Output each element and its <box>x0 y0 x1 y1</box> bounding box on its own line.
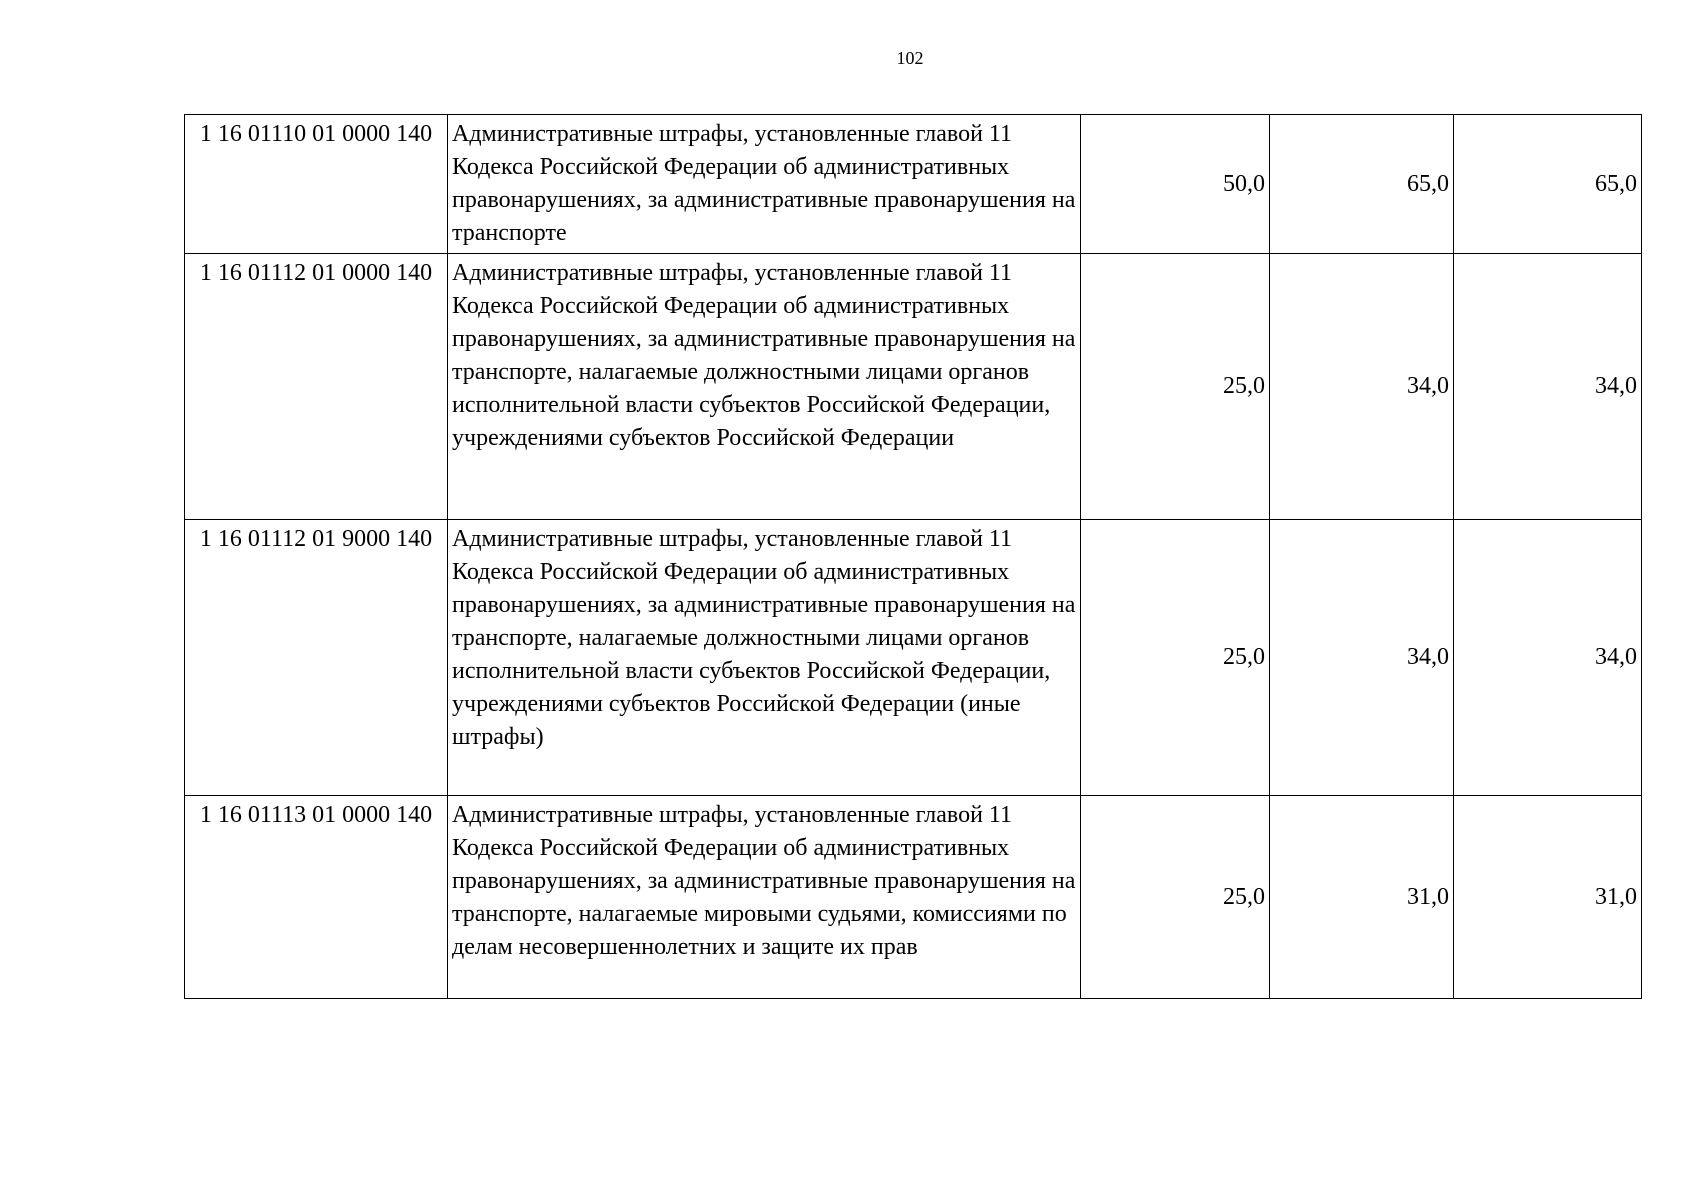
revenue-name-cell: Административные штрафы, установленные главой 11 Кодекса Российской Федерации об административных правонарушениях, за административные правонарушения на транспорте <box>448 115 1081 254</box>
table-row <box>185 254 1642 520</box>
value-cell-year-1: 50,0 <box>1081 115 1270 254</box>
budget-code-cell: 1 16 01112 01 0000 140 <box>185 254 448 520</box>
table-row <box>185 796 1642 999</box>
value-cell-year-1: 25,0 <box>1081 520 1270 796</box>
value-cell-year-2: 65,0 <box>1270 115 1454 254</box>
value-cell-year-3: 34,0 <box>1454 254 1642 520</box>
page-number: 102 <box>896 48 924 68</box>
value-cell-year-3: 31,0 <box>1454 796 1642 999</box>
budget-table <box>184 114 1642 999</box>
value-cell-year-2: 31,0 <box>1270 796 1454 999</box>
value-cell-year-2: 34,0 <box>1270 254 1454 520</box>
value-cell-year-2: 34,0 <box>1270 520 1454 796</box>
table-row <box>185 115 1642 254</box>
revenue-name-cell: Административные штрафы, установленные главой 11 Кодекса Российской Федерации об административных правонарушениях, за административные правонарушения на транспорте, налагаемые должностными лицами органов исполнительной власти субъектов Российской Федерации, учреждениями субъектов Российской Федерации (иные штрафы) <box>448 520 1081 796</box>
value-cell-year-3: 34,0 <box>1454 520 1642 796</box>
budget-code-cell: 1 16 01113 01 0000 140 <box>185 796 448 999</box>
budget-code-cell: 1 16 01112 01 9000 140 <box>185 520 448 796</box>
table-row <box>185 520 1642 796</box>
revenue-name-cell: Административные штрафы, установленные главой 11 Кодекса Российской Федерации об административных правонарушениях, за административные правонарушения на транспорте, налагаемые должностными лицами органов исполнительной власти субъектов Российской Федерации, учреждениями субъектов Российской Федерации <box>448 254 1081 520</box>
revenue-name-cell: Административные штрафы, установленные главой 11 Кодекса Российской Федерации об административных правонарушениях, за административные правонарушения на транспорте, налагаемые мировыми судьями, комиссиями по делам несовершеннолетних и защите их прав <box>448 796 1081 999</box>
value-cell-year-3: 65,0 <box>1454 115 1642 254</box>
value-cell-year-1: 25,0 <box>1081 254 1270 520</box>
budget-code-cell: 1 16 01110 01 0000 140 <box>185 115 448 254</box>
value-cell-year-1: 25,0 <box>1081 796 1270 999</box>
